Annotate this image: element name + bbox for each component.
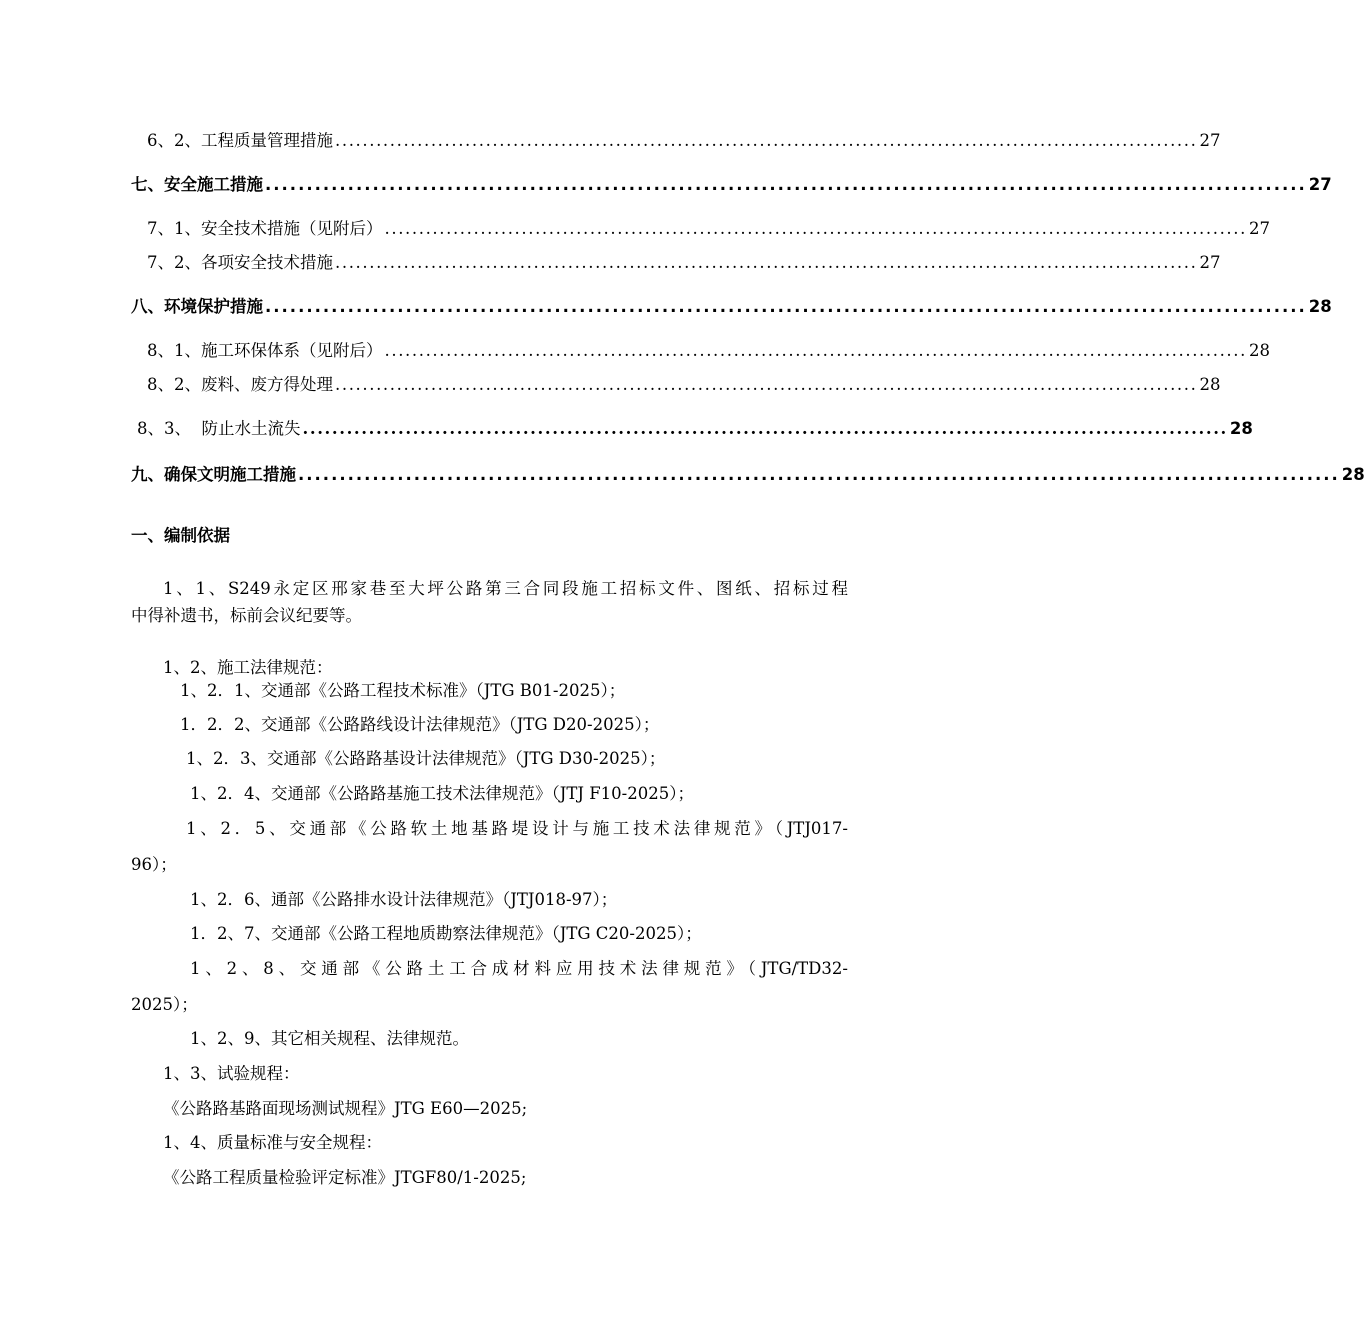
toc-leader-dots: .............................................................................................................................. — [335, 131, 1198, 150]
toc-entry[interactable] — [147, 127, 1221, 151]
section-heading: 一、编制依据 — [131, 526, 230, 545]
list-item-continuation: 96）； — [131, 855, 177, 874]
toc-entry[interactable] — [147, 215, 1270, 239]
toc-entry[interactable] — [147, 371, 1221, 395]
toc-page-number: 28 — [1248, 341, 1270, 360]
toc-entry[interactable] — [147, 249, 1221, 273]
toc-page-number: 27 — [1199, 131, 1221, 150]
list-item: 1、2．5、交通部《公路软土地基路堤设计与施工技术法律规范》（JTJ017- — [186, 819, 848, 838]
subsection-title: 1、4、质量标准与安全规程： — [163, 1133, 382, 1152]
toc-entry[interactable] — [131, 461, 1365, 485]
toc-entry-label: 8、2、废料、废方得处理 — [147, 375, 333, 394]
toc-entry-label: 九、确保文明施工措施 — [131, 465, 296, 484]
toc-leader-dots: .............................................................................................................................. — [335, 253, 1198, 272]
list-item: 1．2．2、交通部《公路路线设计法律规范》（JTG D20-2025）； — [180, 715, 660, 734]
toc-leader-dots: .............................................................................................................................. — [265, 175, 1307, 194]
toc-entry[interactable] — [131, 293, 1332, 317]
list-item: 1、2．4、交通部《公路路基施工技术法律规范》（JTJ F10-2025）； — [190, 784, 694, 803]
list-item: 1、2．3、交通部《公路路基设计法律规范》（JTG D30-2025）； — [186, 749, 666, 768]
toc-leader-dots: .............................................................................................................................. — [384, 341, 1247, 360]
toc-entry[interactable] — [137, 415, 1253, 439]
toc-leader-dots: .............................................................................................................................. — [302, 419, 1228, 438]
toc-page-number: 27 — [1199, 253, 1221, 272]
toc-leader-dots: .............................................................................................................................. — [265, 297, 1307, 316]
list-item: 1、2、9、其它相关规程、法律规范。 — [190, 1029, 469, 1048]
toc-leader-dots: .............................................................................................................................. — [335, 375, 1198, 394]
subsection-title: 1、3、试验规程： — [163, 1064, 300, 1083]
toc-entry-label: 7、2、各项安全技术措施 — [147, 253, 333, 272]
list-item: 1、2．6、通部《公路排水设计法律规范》（JTJ018-97）； — [190, 890, 618, 909]
toc-entry-label: 8、3、 防止水土流失 — [137, 419, 301, 438]
toc-page-number: 28 — [1199, 375, 1221, 394]
paragraph-line: 1、1、S249永定区邢家巷至大坪公路第三合同段施工招标文件、图纸、招标过程 — [163, 579, 848, 598]
toc-entry[interactable] — [131, 171, 1332, 195]
toc-entry-label: 七、安全施工措施 — [131, 175, 263, 194]
list-item: 《公路工程质量检验评定标准》JTGF80/1-2025; — [163, 1168, 527, 1187]
toc-entry-label: 八、环境保护措施 — [131, 297, 263, 316]
toc-page-number: 27 — [1248, 219, 1270, 238]
list-item: 1、2．1、交通部《公路工程技术标准》（JTG B01-2025）； — [180, 681, 626, 700]
toc-entry[interactable] — [147, 337, 1270, 361]
list-item-continuation: 2025）； — [131, 995, 198, 1014]
toc-entry-label: 8、1、施工环保体系（见附后） — [147, 341, 383, 360]
list-item: 1．2、7、交通部《公路工程地质勘察法律规范》（JTG C20-2025）； — [190, 924, 702, 943]
toc-page-number: 27 — [1308, 175, 1332, 194]
list-item: 《公路路基路面现场测试规程》JTG E60—2025; — [163, 1099, 528, 1118]
toc-leader-dots: .............................................................................................................................. — [384, 219, 1247, 238]
toc-page-number: 28 — [1229, 419, 1253, 438]
toc-entry-label: 7、1、安全技术措施（见附后） — [147, 219, 383, 238]
subsection-title: 1、2、施工法律规范： — [163, 658, 333, 677]
toc-page-number: 28 — [1341, 465, 1365, 484]
toc-page-number: 28 — [1308, 297, 1332, 316]
list-item: 1、2、8、交通部《公路土工合成材料应用技术法律规范》（JTG/TD32- — [190, 959, 848, 978]
paragraph-line: 中得补遗书，标前会议纪要等。 — [131, 606, 362, 625]
toc-leader-dots: .............................................................................................................................. — [298, 465, 1340, 484]
toc-entry-label: 6、2、工程质量管理措施 — [147, 131, 333, 150]
